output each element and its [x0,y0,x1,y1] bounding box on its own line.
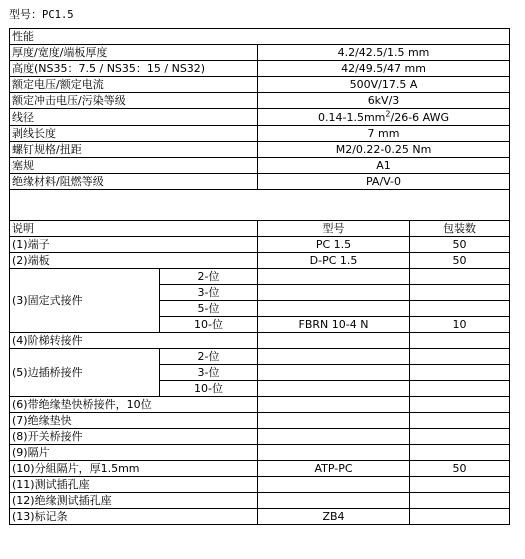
accessory-row [10,445,510,461]
accessory-description: (1)端子 [10,237,258,253]
spec-table [9,28,510,525]
accessory-row [10,477,510,493]
accessory-description: (11)测试插孔座 [10,477,258,493]
accessory-model [258,349,410,365]
accessory-row [10,269,510,285]
spec-name: 塞规 [10,158,258,174]
accessory-quantity [410,381,510,397]
accessory-quantity [410,397,510,413]
accessory-quantity: 50 [410,237,510,253]
accessory-description: (3)固定式接件 [10,269,160,333]
accessory-quantity [410,445,510,461]
accessory-row [10,509,510,525]
accessory-row [10,493,510,509]
accessory-quantity [410,477,510,493]
accessory-description: (2)端板 [10,253,258,269]
position-count: 2-位 [160,349,258,365]
position-count: 3-位 [160,285,258,301]
superscript-two: 2 [385,108,391,118]
spec-row [10,109,510,126]
accessory-quantity: 50 [410,461,510,477]
accessory-row [10,429,510,445]
spec-value: M2/0.22-0.25 Nm [258,142,510,158]
accessory-row [10,349,510,365]
accessory-row [10,253,510,269]
accessory-model [258,493,410,509]
accessory-description: (5)边插桥接件 [10,349,160,397]
spec-name: 高度(NS35：7.5 / NS35：15 / NS32) [10,61,258,77]
accessory-model [258,445,410,461]
accessory-description: (9)隔片 [10,445,258,461]
accessory-model: PC 1.5 [258,237,410,253]
accessory-model [258,397,410,413]
spec-value: 42/49.5/47 mm [258,61,510,77]
accessory-model [258,285,410,301]
accessory-row [10,461,510,477]
section-title-performance: 性能 [10,29,510,45]
accessory-quantity [410,301,510,317]
spec-value: 4.2/42.5/1.5 mm [258,45,510,61]
accessory-description: (10)分組隔片，厚1.5mm [10,461,258,477]
accessory-description: (4)阶梯转接件 [10,333,258,349]
accessory-quantity: 50 [410,253,510,269]
accessory-model [258,477,410,493]
accessory-model [258,413,410,429]
model-title [9,6,74,22]
accessory-quantity [410,509,510,525]
accessory-quantity [410,269,510,285]
spec-row [10,61,510,77]
accessory-row [10,413,510,429]
spec-value: 500V/17.5 A [258,77,510,93]
accessory-row [10,333,510,349]
accessory-model [258,269,410,285]
position-count: 3-位 [160,365,258,381]
accessory-description: (7)绝缘垫快 [10,413,258,429]
accessory-description: (12)绝缘测试插孔座 [10,493,258,509]
wire-gauge-awg: /26-6 AWG [390,110,449,124]
accessory-row [10,397,510,413]
section-row [10,29,510,45]
accessory-quantity: 10 [410,317,510,333]
spec-row [10,77,510,93]
spec-row [10,142,510,158]
accessory-quantity [410,429,510,445]
spec-name: 厚度/宽度/端板厚度 [10,45,258,61]
accessory-quantity [410,413,510,429]
spec-name: 线径 [10,109,258,126]
blank-row [10,190,510,221]
accessory-model [258,301,410,317]
accessory-quantity [410,349,510,365]
spec-value: A1 [258,158,510,174]
position-count: 2-位 [160,269,258,285]
accessory-model [258,333,410,349]
blank-cell [10,190,510,221]
accessory-model: ZB4 [258,509,410,525]
header-model: 型号 [258,221,410,237]
header-description: 说明 [10,221,258,237]
position-count: 5-位 [160,301,258,317]
accessory-model [258,365,410,381]
spec-value [258,109,510,126]
wire-gauge-min-max: 0.14-1.5mm [318,110,386,124]
accessory-quantity [410,285,510,301]
accessory-description: (13)标记条 [10,509,258,525]
accessory-quantity [410,333,510,349]
spec-value: 6kV/3 [258,93,510,109]
accessory-description: (8)开关桥接件 [10,429,258,445]
model-value: PC1.5 [42,9,74,21]
accessory-model [258,429,410,445]
header-quantity: 包装数 [410,221,510,237]
spec-name: 螺钉规格/扭距 [10,142,258,158]
accessory-description: (6)带绝缘垫快桥接件，10位 [10,397,258,413]
spec-name: 剥线长度 [10,126,258,142]
accessory-quantity [410,493,510,509]
position-count: 10-位 [160,381,258,397]
spec-name: 额定电压/额定电流 [10,77,258,93]
spec-row [10,158,510,174]
accessory-quantity [410,365,510,381]
spec-row [10,93,510,109]
spec-row [10,174,510,190]
accessory-model [258,381,410,397]
model-label: 型号： [9,8,42,21]
spec-row [10,126,510,142]
spec-row [10,45,510,61]
spec-name: 绝缘材料/阻燃等级 [10,174,258,190]
accessories-header-row [10,221,510,237]
spec-value: 7 mm [258,126,510,142]
spec-value: PA/V-0 [258,174,510,190]
accessory-model: D-PC 1.5 [258,253,410,269]
position-count: 10-位 [160,317,258,333]
accessory-model: ATP-PC [258,461,410,477]
accessory-row [10,237,510,253]
spec-name: 额定冲击电压/污染等级 [10,93,258,109]
accessory-model: FBRN 10-4 N [258,317,410,333]
